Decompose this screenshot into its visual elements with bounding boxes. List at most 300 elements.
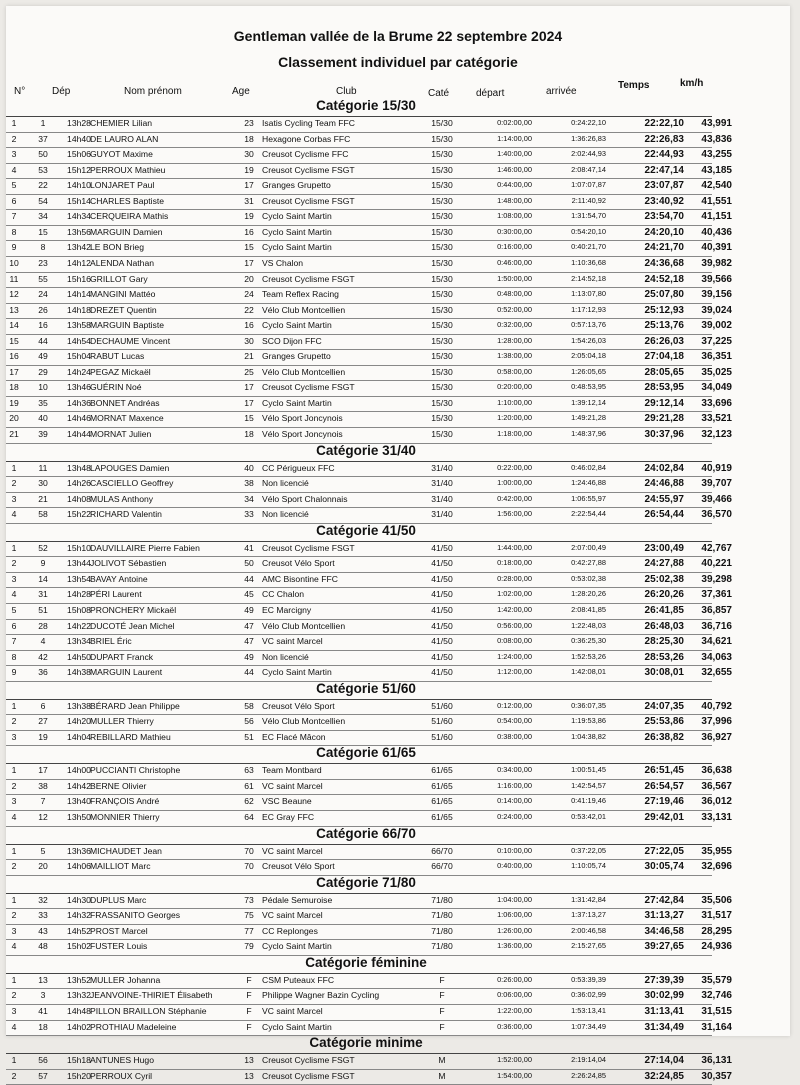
cell-arrivee: 0:46:02,84 (571, 462, 606, 472)
cell-num: 34 (38, 211, 48, 222)
cell-rank: 10 (9, 257, 19, 268)
cell-name: CASCIELLO Geoffrey (90, 478, 174, 489)
table-row (6, 939, 790, 955)
category-heading: Catégorie minime (309, 1035, 423, 1051)
cell-club: EC Marcigny (262, 604, 312, 615)
cell-temps: 22:26,83 (644, 133, 684, 145)
cell-depart: 0:12:00,00 (497, 700, 532, 710)
cell-age: F (246, 1005, 252, 1016)
cell-club: Creusot Vélo Sport (262, 861, 335, 872)
cell-kmh: 43,185 (701, 164, 732, 176)
cell-kmh: 36,927 (701, 731, 732, 743)
cell-depart: 0:36:00,00 (497, 1021, 532, 1031)
cell-dep: 13h38 (67, 700, 91, 711)
cell-name: JEANVOINE-THIRIET Élisabeth (90, 990, 213, 1001)
cell-dep: 14h36 (67, 397, 91, 408)
cell-depart: 1:52:00,00 (497, 1055, 532, 1065)
cell-kmh: 35,025 (701, 366, 732, 378)
cell-club: Isatis Cycling Team FFC (262, 118, 355, 128)
cell-cat: F (439, 974, 445, 985)
cell-temps: 24:21,70 (644, 242, 684, 254)
table-row (6, 476, 790, 492)
cell-temps: 27:22,05 (644, 845, 684, 857)
cell-rank: 2 (11, 1070, 17, 1081)
cell-name: DECHAUME Vincent (90, 335, 171, 346)
cell-temps: 31:34,49 (644, 1021, 684, 1033)
cell-club: CC Périgueux FFC (262, 462, 335, 473)
cell-club: Philippe Wagner Bazin Cycling (262, 990, 380, 1001)
cell-name: LE BON Brieg (90, 242, 144, 253)
cell-name: PERROUX Mathieu (90, 164, 166, 175)
cell-depart: 0:44:00,00 (497, 180, 532, 190)
cell-arrivee: 2:15:27,65 (571, 941, 606, 951)
cell-name: PROST Marcel (90, 925, 148, 936)
cell-club: Creusot Cyclisme FSGT (262, 164, 355, 175)
cell-age: 70 (244, 861, 254, 872)
cell-temps: 30:08,01 (644, 667, 684, 679)
cell-temps: 26:26,03 (644, 335, 684, 347)
cell-age: 19 (244, 164, 254, 175)
cell-depart: 1:00:00,00 (497, 478, 532, 488)
cell-depart: 1:54:00,00 (497, 1070, 532, 1080)
cell-age: 24 (244, 289, 254, 300)
cell-age: 18 (244, 133, 254, 144)
cell-club: Vélo Sport Joncynois (262, 429, 343, 439)
cell-dep: 14h50 (67, 651, 91, 662)
cell-depart: 1:08:00,00 (497, 211, 532, 221)
category-heading: Catégorie 41/50 (316, 522, 416, 538)
cell-dep: 14h08 (67, 493, 91, 504)
cell-age: 70 (244, 845, 254, 856)
cell-rank: 7 (11, 211, 17, 222)
cell-kmh: 34,621 (701, 636, 732, 648)
cell-age: 47 (244, 620, 254, 631)
cell-num: 10 (38, 382, 48, 393)
cell-num: 11 (38, 462, 48, 473)
cell-club: VC saint Marcel (262, 780, 323, 791)
cell-rank: 19 (9, 397, 19, 408)
cell-cat: 15/30 (431, 382, 453, 393)
cell-age: 63 (244, 765, 254, 776)
table-row (6, 147, 790, 163)
cell-arrivee: 0:53:42,01 (571, 812, 606, 821)
cell-kmh: 32,123 (701, 429, 732, 440)
cell-cat: 15/30 (431, 351, 453, 362)
cell-club: Team Montbard (262, 765, 322, 776)
cell-kmh: 40,792 (701, 700, 732, 712)
cell-arrivee: 1:28:20,26 (571, 589, 606, 599)
cell-age: 56 (244, 716, 254, 727)
cell-club: Creusot Cyclisme FSGT (262, 1055, 355, 1066)
cell-name: BÉRARD Jean Philippe (90, 700, 180, 711)
cell-temps: 27:14,04 (644, 1055, 684, 1067)
cell-depart: 0:10:00,00 (497, 845, 532, 855)
cell-cat: 15/30 (431, 242, 453, 253)
cell-name: GUÉRIN Noé (90, 382, 142, 393)
cell-rank: 1 (11, 765, 17, 776)
cell-name: FUSTER Louis (90, 941, 148, 952)
cell-num: 54 (38, 195, 48, 206)
cell-kmh: 37,361 (701, 589, 732, 601)
cell-age: 16 (244, 320, 254, 331)
cell-kmh: 37,225 (701, 335, 732, 347)
cell-num: 16 (38, 320, 48, 331)
cell-kmh: 40,391 (701, 242, 732, 254)
cell-cat: 66/70 (431, 861, 453, 872)
cell-dep: 15h22 (67, 509, 91, 520)
cell-dep: 15h02 (67, 941, 91, 952)
cell-kmh: 40,221 (701, 558, 732, 570)
cell-name: PILLON BRAILLON Stéphanie (90, 1005, 207, 1016)
cell-num: 24 (38, 289, 48, 300)
cell-rank: 5 (11, 604, 17, 615)
table-row (6, 334, 790, 350)
cell-temps: 29:42,01 (644, 812, 684, 823)
cell-cat: 15/30 (431, 164, 453, 175)
cell-num: 9 (40, 558, 46, 569)
cell-rank: 4 (11, 812, 17, 822)
category-heading: Catégorie 15/30 (316, 98, 416, 113)
cell-name: MULLER Johanna (90, 974, 161, 985)
cell-temps: 28:53,26 (644, 651, 684, 663)
table-row (6, 507, 790, 523)
cell-name: DUPLUS Marc (90, 894, 147, 905)
cell-club: Cyclo Saint Martin (262, 397, 332, 408)
cell-club: Non licencié (262, 651, 309, 662)
cell-rank: 1 (11, 462, 17, 473)
table-row (6, 396, 790, 412)
cell-num: 30 (38, 478, 48, 489)
cell-age: 15 (244, 242, 254, 253)
cell-kmh: 31,515 (701, 1005, 732, 1017)
cell-kmh: 36,716 (701, 620, 732, 632)
cell-arrivee: 1:22:48,03 (571, 620, 606, 630)
cell-num: 1 (40, 118, 46, 128)
cell-kmh: 36,012 (701, 796, 732, 808)
cell-depart: 0:18:00,00 (497, 558, 532, 568)
cell-num: 21 (38, 493, 48, 504)
cell-club: Vélo Club Montcellien (262, 366, 346, 377)
cell-kmh: 32,655 (701, 667, 732, 679)
cell-age: 75 (244, 910, 254, 921)
cell-kmh: 24,936 (701, 941, 732, 953)
cell-temps: 26:54,44 (644, 509, 684, 521)
cell-club: Cyclo Saint Martin (262, 941, 332, 952)
cell-kmh: 43,255 (701, 149, 732, 161)
cell-name: CHEMIER Lilian (90, 118, 153, 128)
cell-dep: 14h06 (67, 861, 91, 872)
table-row (6, 794, 790, 810)
cell-club: Non licencié (262, 478, 309, 489)
cell-arrivee: 0:57:13,76 (571, 320, 606, 330)
cell-temps: 22:22,10 (644, 118, 684, 129)
cell-age: 20 (244, 273, 254, 284)
cell-cat: 15/30 (431, 257, 453, 268)
cell-temps: 25:53,86 (644, 716, 684, 728)
cell-depart: 1:36:00,00 (497, 941, 532, 951)
cell-kmh: 37,996 (701, 716, 732, 728)
cell-num: 13 (38, 974, 48, 985)
cell-kmh: 39,298 (701, 573, 732, 585)
cell-club: CSM Puteaux FFC (262, 974, 335, 985)
table-row (6, 908, 790, 924)
cell-age: 19 (244, 211, 254, 222)
cell-arrivee: 2:26:24,85 (571, 1070, 606, 1080)
table-row (6, 603, 790, 619)
cell-club: Creusot Vélo Sport (262, 558, 335, 569)
cell-kmh: 33,696 (701, 397, 732, 409)
cell-depart: 0:26:00,00 (497, 974, 532, 984)
cell-dep: 14h38 (67, 667, 91, 678)
cell-depart: 0:22:00,00 (497, 462, 532, 472)
cell-dep: 13h40 (67, 796, 91, 807)
cell-num: 33 (38, 910, 48, 921)
cell-arrivee: 1:04:38,82 (571, 731, 606, 741)
cell-num: 7 (40, 796, 46, 807)
table-row (6, 665, 790, 681)
cell-name: RABUT Lucas (90, 351, 145, 362)
cell-arrivee: 1:52:53,26 (571, 651, 606, 661)
cell-temps: 27:42,84 (644, 894, 684, 906)
cell-age: 13 (244, 1055, 254, 1066)
cell-num: 48 (38, 941, 48, 952)
cell-dep: 15h06 (67, 149, 91, 160)
cell-name: BAVAY Antoine (90, 573, 148, 584)
cell-rank: 1 (11, 700, 17, 711)
cell-arrivee: 1:48:37,96 (571, 429, 606, 438)
cell-dep: 15h08 (67, 604, 91, 615)
cell-dep: 13h50 (67, 812, 91, 822)
cell-club: Vélo Club Montcellien (262, 304, 346, 315)
cell-cat: 41/50 (431, 651, 453, 662)
cell-rank: 11 (9, 273, 19, 284)
cell-age: 23 (244, 118, 254, 128)
cell-depart: 0:40:00,00 (497, 861, 532, 871)
cell-dep: 13h36 (67, 845, 91, 856)
cell-arrivee: 2:14:52,18 (571, 273, 606, 283)
cell-club: Creusot Cyclisme FSGT (262, 273, 355, 284)
table-row (6, 650, 790, 666)
category-heading: Catégorie 61/65 (316, 745, 416, 761)
cell-kmh: 31,517 (701, 910, 732, 922)
cell-cat: 71/80 (431, 941, 453, 952)
cell-kmh: 34,063 (701, 651, 732, 663)
cell-cat: M (438, 1055, 446, 1066)
cell-rank: 6 (11, 620, 17, 631)
cell-arrivee: 2:00:46,58 (571, 925, 606, 935)
cell-name: ANTUNES Hugo (90, 1055, 154, 1066)
cell-depart: 0:28:00,00 (497, 573, 532, 583)
cell-dep: 14h10 (67, 180, 91, 191)
cell-temps: 24:27,88 (644, 558, 684, 570)
cell-depart: 0:20:00,00 (497, 382, 532, 392)
cell-num: 42 (38, 651, 48, 662)
table-row (6, 541, 790, 557)
cell-club: Vélo Club Montcellien (262, 620, 346, 631)
cell-rank: 4 (11, 1021, 17, 1032)
cell-rank: 4 (11, 164, 17, 175)
cell-cat: 61/65 (431, 812, 453, 822)
cell-age: 40 (244, 462, 254, 473)
cell-arrivee: 2:11:40,92 (571, 195, 606, 205)
cell-kmh: 31,164 (701, 1021, 732, 1033)
cell-dep: 13h56 (67, 226, 91, 237)
cell-num: 43 (38, 925, 48, 936)
col-club-header: Club (336, 86, 357, 97)
table-row (6, 163, 790, 179)
cell-kmh: 39,024 (701, 304, 732, 316)
cell-name: REBILLARD Mathieu (90, 731, 171, 742)
cell-depart: 0:54:00,00 (497, 716, 532, 726)
cell-cat: 41/50 (431, 573, 453, 584)
cell-rank: 18 (9, 382, 19, 393)
cell-cat: 51/60 (431, 731, 453, 742)
cell-temps: 24:20,10 (644, 226, 684, 238)
table-row (6, 572, 790, 588)
cell-dep: 13h34 (67, 636, 91, 647)
cell-cat: 31/40 (431, 478, 453, 489)
cell-num: 56 (38, 1055, 48, 1066)
cell-arrivee: 2:05:04,18 (571, 351, 606, 361)
cell-cat: 41/50 (431, 589, 453, 600)
col-age-header: Age (232, 86, 250, 97)
cell-cat: 15/30 (431, 320, 453, 331)
cell-kmh: 39,466 (701, 493, 732, 505)
cell-rank: 9 (11, 667, 17, 678)
cell-num: 53 (38, 164, 48, 175)
cell-temps: 32:24,85 (644, 1070, 684, 1082)
cell-age: 30 (244, 149, 254, 160)
table-row (6, 699, 790, 715)
cell-club: Cyclo Saint Martin (262, 211, 332, 222)
cell-num: 4 (40, 636, 46, 647)
cell-rank: 3 (11, 573, 17, 584)
table-row (6, 194, 790, 210)
cell-kmh: 36,638 (701, 765, 732, 777)
cell-rank: 1 (11, 118, 17, 128)
cell-num: 32 (38, 894, 48, 905)
cell-dep: 13h32 (67, 990, 91, 1001)
cell-temps: 39:27,65 (644, 941, 684, 953)
cell-cat: 15/30 (431, 289, 453, 300)
cell-temps: 26:41,85 (644, 604, 684, 616)
cell-cat: 41/50 (431, 620, 453, 631)
category-heading: Catégorie 31/40 (316, 442, 416, 458)
cell-cat: 15/30 (431, 413, 453, 424)
cell-num: 58 (38, 509, 48, 520)
cell-dep: 14h28 (67, 589, 91, 600)
cell-depart: 0:02:00,00 (497, 118, 532, 127)
cell-club: Creusot Vélo Sport (262, 700, 335, 711)
cell-temps: 27:04,18 (644, 351, 684, 363)
cell-dep: 14h18 (67, 304, 91, 315)
cell-cat: 71/80 (431, 925, 453, 936)
cell-age: 79 (244, 941, 254, 952)
cell-cat: F (439, 1005, 445, 1016)
col-temps-header: Temps (618, 80, 650, 91)
cell-temps: 27:39,39 (644, 974, 684, 986)
cell-depart: 0:34:00,00 (497, 765, 532, 775)
cell-rank: 17 (9, 366, 19, 377)
table-row (6, 634, 790, 650)
cell-num: 26 (38, 304, 48, 315)
cell-rank: 3 (11, 149, 17, 160)
cell-dep: 14h54 (67, 335, 91, 346)
cell-depart: 1:04:00,00 (497, 894, 532, 904)
cell-age: 17 (244, 257, 254, 268)
table-row (6, 116, 790, 132)
cell-club: CC Replonges (262, 925, 318, 936)
cell-cat: 15/30 (431, 304, 453, 315)
cell-temps: 26:51,45 (644, 765, 684, 777)
cell-num: 35 (38, 397, 48, 408)
cell-cat: 15/30 (431, 366, 453, 377)
cell-name: MARGUIN Laurent (90, 667, 163, 678)
cell-kmh: 36,567 (701, 780, 732, 792)
table-row (6, 427, 790, 443)
cell-dep: 15h14 (67, 195, 91, 206)
cell-dep: 15h10 (67, 542, 91, 553)
cell-num: 23 (38, 257, 48, 268)
cell-kmh: 43,991 (701, 118, 732, 129)
cell-num: 15 (38, 226, 48, 237)
cell-kmh: 39,566 (701, 273, 732, 285)
table-row (6, 730, 790, 746)
table-row (6, 779, 790, 795)
cell-name: BERNE Olivier (90, 780, 147, 791)
cell-dep: 14h32 (67, 910, 91, 921)
cell-age: 31 (244, 195, 254, 206)
cell-depart: 1:28:00,00 (497, 335, 532, 345)
cell-kmh: 39,002 (701, 320, 732, 332)
cell-depart: 0:24:00,00 (497, 812, 532, 821)
cell-temps: 30:37,96 (644, 429, 684, 440)
cell-club: EC Flacé Mâcon (262, 731, 326, 742)
cell-arrivee: 1:49:21,28 (571, 413, 606, 423)
cell-depart: 0:32:00,00 (497, 320, 532, 330)
cell-arrivee: 2:19:14,04 (571, 1055, 606, 1065)
cell-cat: 41/50 (431, 667, 453, 678)
cell-age: 34 (244, 493, 254, 504)
cell-kmh: 42,540 (701, 180, 732, 192)
cell-num: 40 (38, 413, 48, 424)
cell-kmh: 35,579 (701, 974, 732, 986)
cell-name: PRONCHERY Mickaël (90, 604, 177, 615)
cell-kmh: 35,506 (701, 894, 732, 906)
cell-temps: 26:20,26 (644, 589, 684, 601)
cell-rank: 2 (11, 558, 17, 569)
cell-rank: 3 (11, 1005, 17, 1016)
cell-rank: 2 (11, 133, 17, 144)
cell-dep: 15h04 (67, 351, 91, 362)
cell-temps: 26:38,82 (644, 731, 684, 743)
cell-num: 18 (38, 1021, 48, 1032)
cell-dep: 14h40 (67, 133, 91, 144)
cell-name: FRANÇOIS André (90, 796, 160, 807)
table-row (6, 461, 790, 477)
cell-cat: 15/30 (431, 335, 453, 346)
cell-name: MICHAUDET Jean (90, 845, 162, 856)
cell-cat: 41/50 (431, 558, 453, 569)
page-subtitle: Classement individuel par catégorie (278, 54, 518, 70)
cell-age: 45 (244, 589, 254, 600)
cell-arrivee: 2:02:44,93 (571, 149, 606, 159)
cell-temps: 27:19,46 (644, 796, 684, 808)
cell-cat: 41/50 (431, 604, 453, 615)
cell-cat: F (439, 1021, 445, 1032)
cell-arrivee: 1:31:42,84 (571, 894, 606, 904)
cell-depart: 1:26:00,00 (497, 925, 532, 935)
